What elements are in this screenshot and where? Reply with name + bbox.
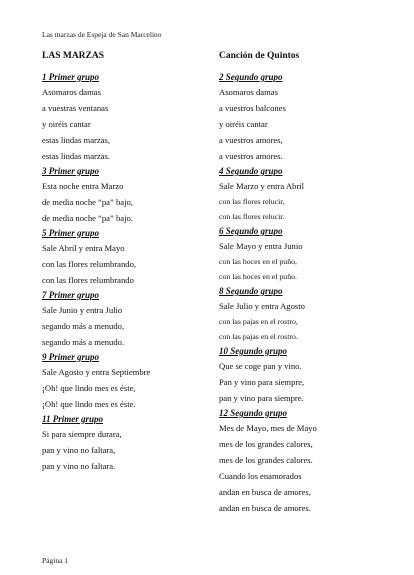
stanza-group-title: 8 Segundo grupo: [219, 286, 283, 296]
verse-line: Sale Agosto y entra Septiembre: [42, 367, 151, 377]
page-footer: Página 1: [42, 556, 69, 565]
verse-line: Si para siempre durara,: [42, 429, 122, 439]
verse-line: Sale Julio y entra Agosto: [219, 301, 305, 311]
left-column-title: LAS MARZAS: [42, 51, 105, 61]
verse-line: Sale Abril y entra Mayo: [42, 243, 125, 253]
stanza-group-title: 6 Segundo grupo: [219, 226, 283, 236]
verse-line: estas lindas marzas.: [42, 151, 111, 161]
verse-line: andan en busca de amores.: [219, 503, 311, 513]
verse-line: Asomaros damas: [219, 87, 278, 97]
verse-line: Sale Junio y entra Julio: [42, 305, 123, 315]
verse-line: con las hoces en el puño.: [219, 272, 297, 281]
verse-line: andan en busca de amores,: [219, 487, 311, 497]
stanza-group-title: 11 Primer grupo: [42, 414, 104, 424]
stanza-group-title: 1 Primer grupo: [42, 72, 100, 82]
verse-line: con las pajas en el rostro.: [219, 332, 298, 341]
verse-line: segando más a menudo,: [42, 321, 125, 331]
verse-line: mes de los grandes calores.: [219, 455, 313, 465]
stanza-group-title: 10 Segundo grupo: [219, 346, 288, 356]
right-column: [219, 48, 399, 516]
verse-line: a vuestros amores.: [219, 151, 283, 161]
verse-line: Pan y vino para siempre,: [219, 377, 305, 387]
stanza-group-title: 12 Segundo grupo: [219, 408, 288, 418]
verse-line: estas lindas marzas,: [42, 135, 111, 145]
stanza-group-title: 7 Primer grupo: [42, 290, 100, 300]
stanza-group-title: 5 Primer grupo: [42, 228, 100, 238]
verse-line: ¡Oh! que lindo mes es éste,: [42, 383, 136, 393]
verse-line: y oiréis cantar: [219, 119, 268, 129]
verse-line: Sale Mayo y entra Junio: [219, 241, 303, 251]
verse-line: con las pajas en el rostro,: [219, 317, 298, 326]
verse-line: con las flores relucir.: [219, 212, 285, 221]
verse-line: Sale Marzo y entra Abril: [219, 181, 304, 191]
page-header: Las marzas de Espeja de San Marcelino: [42, 30, 162, 39]
verse-line: Esta noche entra Marzo: [42, 181, 124, 191]
verse-line: a vuestros balcones: [219, 103, 286, 113]
verse-line: segando más a menudo.: [42, 337, 125, 347]
verse-line: mes de los grandes calores,: [219, 439, 313, 449]
verse-line: Mes de Mayo, mes de Mayo: [219, 423, 317, 433]
verse-line: pan y vino para siempre.: [219, 393, 304, 403]
verse-line: con las flores relumbrando,: [42, 259, 137, 269]
left-column: [42, 48, 207, 474]
verse-line: con las flores relucir,: [219, 197, 285, 206]
verse-line: pan y vino no faltara.: [42, 461, 116, 471]
stanza-group-title: 4 Segundo grupo: [219, 166, 283, 176]
verse-line: y oiréis cantar: [42, 119, 91, 129]
verse-line: Que se coge pan y vino.: [219, 361, 302, 371]
verse-line: con las hoces en el puño,: [219, 257, 297, 266]
right-column-title: Canción de Quintos: [219, 51, 300, 61]
stanza-group-title: 3 Primer grupo: [42, 166, 100, 176]
verse-line: pan y vino no faltara,: [42, 445, 116, 455]
verse-line: de media noche “pa” bajo.: [42, 213, 133, 223]
stanza-group-title: 2 Segundo grupo: [219, 72, 283, 82]
verse-line: ¡Oh! que lindo mes es éste.: [42, 399, 136, 409]
verse-line: con las flores relumbrando: [42, 275, 134, 285]
stanza-group-title: 9 Primer grupo: [42, 352, 100, 362]
verse-line: Cuando los enamorados: [219, 471, 302, 481]
verse-line: a vuestras ventanas: [42, 103, 109, 113]
verse-line: Asomaros damas: [42, 87, 101, 97]
verse-line: a vuestros amores,: [219, 135, 283, 145]
verse-line: de media noche “pa” bajo,: [42, 197, 133, 207]
